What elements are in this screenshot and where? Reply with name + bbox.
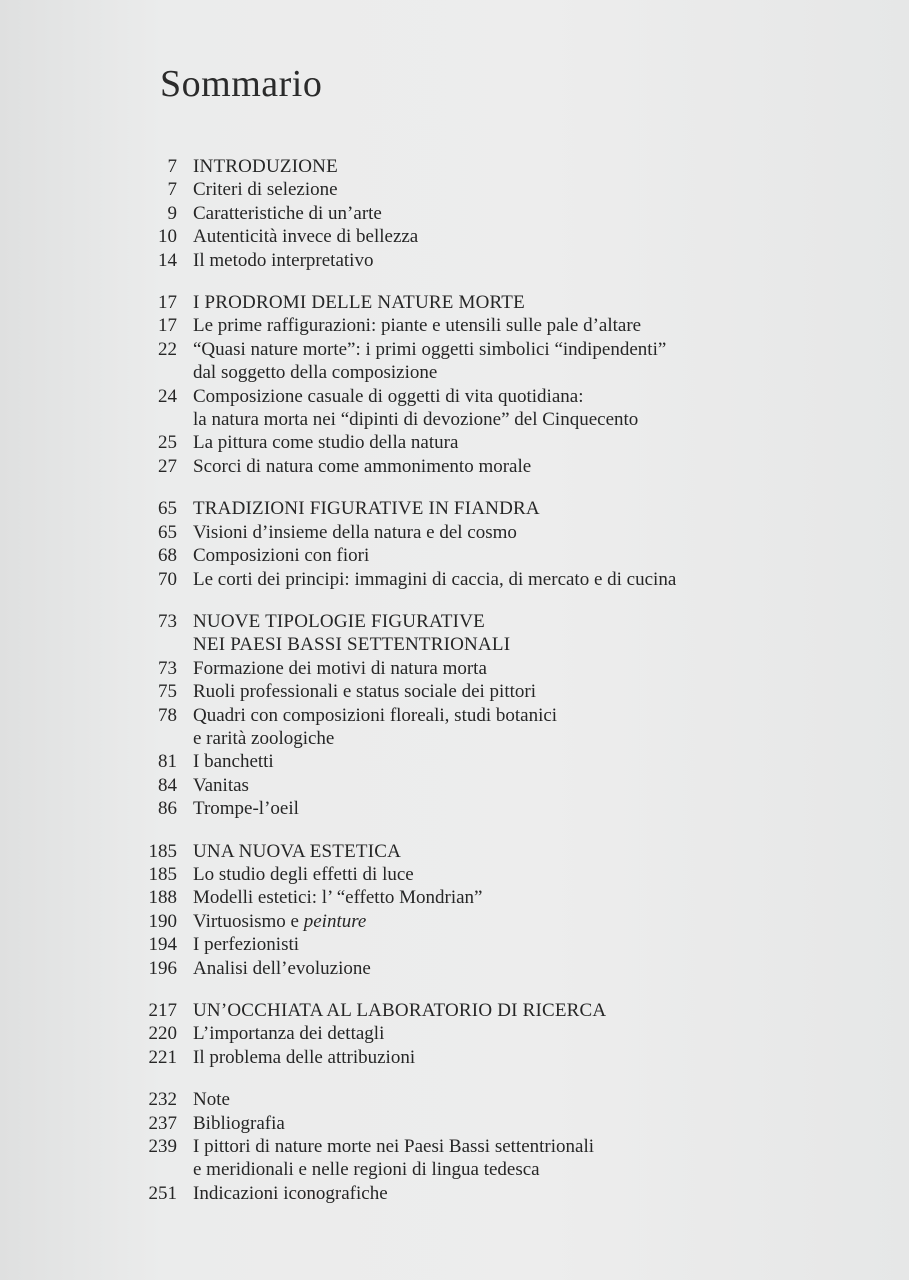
toc-entry: [0, 910, 909, 933]
toc-entry: [0, 957, 909, 980]
toc-page-number: 220: [148, 1023, 177, 1045]
toc-page-number: 9: [167, 202, 177, 224]
toc-entry-title: Virtuosismo e peinture: [193, 910, 367, 932]
toc-page-number: 185: [148, 840, 177, 862]
toc-entry-title: Composizioni con fiori: [193, 545, 370, 567]
toc-entry: [0, 202, 909, 225]
toc-entry: [0, 797, 909, 820]
toc-entry-title: Autenticità invece di bellezza: [193, 226, 419, 248]
toc-entry-title: Criteri di selezione: [193, 179, 338, 201]
toc-entry: [0, 1112, 909, 1135]
toc-page-number: 194: [148, 934, 177, 956]
toc-entry: [0, 1182, 909, 1205]
toc-section: [0, 1088, 909, 1205]
toc-entry: [0, 1088, 909, 1111]
toc-page-number: 221: [148, 1046, 177, 1068]
toc-entry-title: Composizione casuale di oggetti di vita quotidiana: la natura morta nei “dipinti di devozione” del Cinquecento: [193, 385, 639, 431]
toc-entry: [0, 1022, 909, 1045]
toc-page-number: 196: [148, 957, 177, 979]
toc-entry: [0, 338, 909, 385]
toc-page-number: 73: [158, 610, 177, 632]
toc-page-number: 24: [158, 385, 177, 407]
toc-entry: [0, 314, 909, 337]
toc-entry-title: NUOVE TIPOLOGIE FIGURATIVE NEI PAESI BASSI SETTENTRIONALI: [193, 610, 511, 656]
toc-page-number: 86: [158, 798, 177, 820]
toc-entry-title: TRADIZIONI FIGURATIVE IN FIANDRA: [193, 498, 540, 520]
toc-page-number: 7: [167, 156, 177, 177]
toc-entry: [0, 1135, 909, 1182]
toc-page-number: 22: [158, 338, 177, 360]
toc-entry-title: Lo studio degli effetti di luce: [193, 863, 414, 885]
toc-section: [0, 497, 909, 591]
toc-entry-title: Trompe-l’oeil: [193, 798, 299, 820]
toc-entry-title: L’importanza dei dettagli: [193, 1023, 385, 1045]
toc-page-number: 75: [158, 681, 177, 703]
toc-page-number: 239: [148, 1136, 177, 1158]
toc-entry: [0, 568, 909, 591]
toc-entry-title: Il problema delle attribuzioni: [193, 1046, 416, 1068]
toc-page-number: 188: [148, 887, 177, 909]
toc-page-number: 251: [148, 1182, 177, 1204]
toc-entry-title: Le corti dei principi: immagini di caccia, di mercato e di cucina: [193, 568, 677, 590]
toc-entry-italic-term: peinture: [303, 910, 367, 932]
toc-entry: [0, 521, 909, 544]
toc-entry: [0, 933, 909, 956]
toc-entry-title: Ruoli professionali e status sociale dei pittori: [193, 681, 536, 703]
toc-entry-title: Formazione dei motivi di natura morta: [193, 657, 487, 679]
toc-section: [0, 840, 909, 980]
toc-entry: [0, 1046, 909, 1069]
toc-entry: [0, 774, 909, 797]
toc-page-number: 237: [148, 1112, 177, 1134]
toc-entry: [0, 704, 909, 751]
toc-entry-title: I pittori di nature morte nei Paesi Bassi settentrionali e meridionali e nelle regioni di lingua tedesca: [193, 1136, 595, 1181]
toc-page-number: 25: [158, 432, 177, 454]
toc-chapter-heading: [0, 840, 909, 863]
toc-entry: [0, 178, 909, 201]
toc-page-number: 217: [148, 1000, 177, 1021]
toc-entry-title: I banchetti: [193, 751, 274, 773]
page-title: Sommario: [160, 63, 323, 105]
toc-entry: [0, 544, 909, 567]
toc-page-number: 70: [158, 568, 177, 590]
toc-entry: [0, 886, 909, 909]
toc-entry-title: “Quasi nature morte”: i primi oggetti simbolici “indipendenti” dal soggetto della composizione: [193, 338, 667, 384]
toc-chapter-heading: [0, 291, 909, 314]
toc-entry-title: Scorci di natura come ammonimento morale: [193, 455, 532, 477]
toc-page-number: 232: [148, 1089, 177, 1111]
toc-entry: [0, 455, 909, 478]
toc-entry-title: Indicazioni iconografiche: [193, 1182, 388, 1204]
toc-entry: [0, 657, 909, 680]
toc-page-number: 190: [148, 910, 177, 932]
toc-entry: [0, 249, 909, 272]
toc-section: [0, 610, 909, 821]
toc-page-number: 84: [158, 774, 177, 796]
toc-chapter-heading: [0, 999, 909, 1022]
toc-page-number: 73: [158, 657, 177, 679]
toc-page-number: 17: [158, 315, 177, 337]
toc-entry-title: INTRODUZIONE: [193, 156, 338, 177]
toc-section: [0, 291, 909, 478]
toc-chapter-heading: [0, 610, 909, 657]
toc-page-number: 7: [167, 179, 177, 201]
toc-entry: [0, 680, 909, 703]
toc-page-number: 185: [148, 863, 177, 885]
toc-chapter-heading: [0, 497, 909, 520]
toc-entry-title: UNA NUOVA ESTETICA: [193, 840, 402, 862]
toc-page-number: 14: [158, 249, 177, 271]
toc-entry-title: Note: [193, 1089, 230, 1111]
toc-page-number: 68: [158, 545, 177, 567]
toc-entry-title: Vanitas: [193, 774, 249, 796]
toc-page-number: 81: [158, 751, 177, 773]
toc-entry-title: Quadri con composizioni floreali, studi botanici e rarità zoologiche: [193, 704, 558, 749]
toc-page-number: 78: [158, 704, 177, 726]
toc-entry-title: Modelli estetici: l’ “effetto Mondrian”: [193, 887, 483, 909]
toc-entry-title: Visioni d’insieme della natura e del cosmo: [193, 521, 517, 543]
toc-entry: [0, 225, 909, 248]
toc-chapter-heading: [0, 155, 909, 178]
toc-entry-title: Analisi dell’evoluzione: [193, 957, 371, 979]
toc-entry: [0, 385, 909, 432]
toc-entry: [0, 431, 909, 454]
toc-entry-title: Le prime raffigurazioni: piante e utensili sulle pale d’altare: [193, 315, 642, 337]
toc-page-number: 10: [158, 226, 177, 248]
toc-section: [0, 999, 909, 1069]
toc-entry: [0, 750, 909, 773]
toc-page-number: 17: [158, 292, 177, 314]
toc-entry: [0, 863, 909, 886]
toc-entry-title: La pittura come studio della natura: [193, 432, 459, 454]
toc-entry-title: UN’OCCHIATA AL LABORATORIO DI RICERCA: [193, 1000, 607, 1021]
table-of-contents: [0, 155, 909, 1224]
toc-entry-title: I perfezionisti: [193, 934, 300, 956]
toc-entry-title: Bibliografia: [193, 1112, 285, 1134]
toc-page-number: 65: [158, 498, 177, 520]
toc-entry-title: I PRODROMI DELLE NATURE MORTE: [193, 292, 525, 314]
toc-page-number: 65: [158, 521, 177, 543]
toc-entry-title: Caratteristiche di un’arte: [193, 202, 382, 224]
toc-section: [0, 155, 909, 272]
toc-page-number: 27: [158, 455, 177, 477]
toc-entry-title: Il metodo interpretativo: [193, 249, 374, 271]
